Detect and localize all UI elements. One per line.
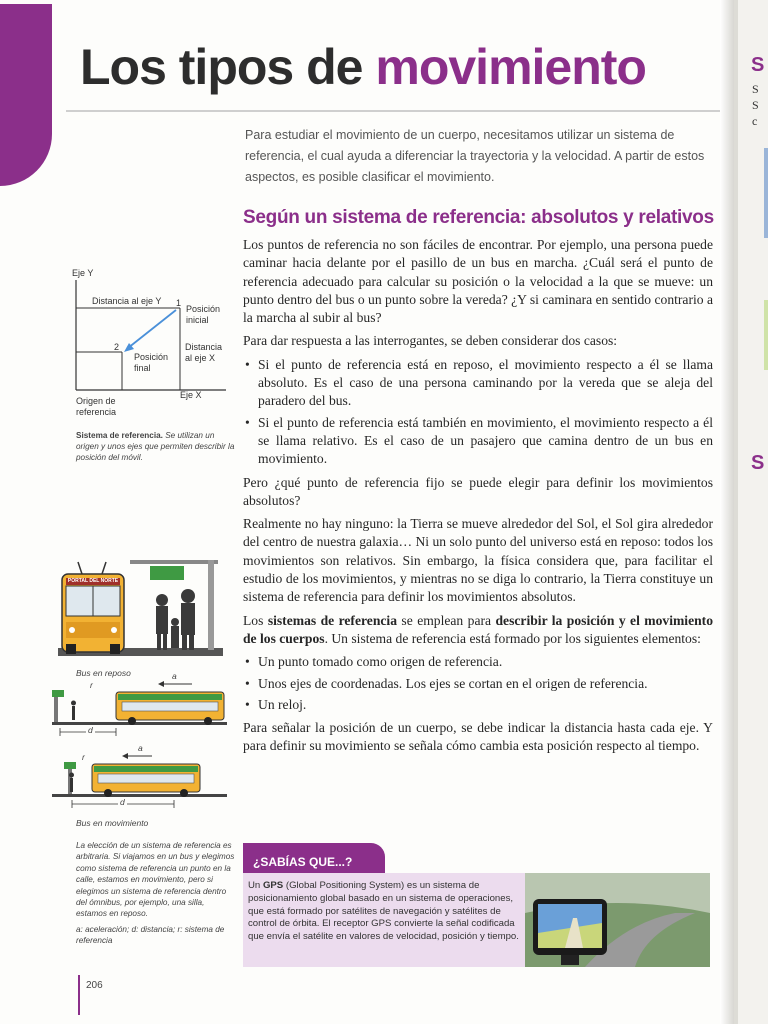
list-item: • Si el punto de referencia está también en movimiento, el movimiento respecto a él se llama relativo. Es el caso de un pasajero que camina dentro de un bus en movimiento. xyxy=(243,414,713,469)
vector-d-label: d xyxy=(88,725,93,735)
did-you-know-text xyxy=(248,880,520,944)
paragraph: Para dar respuesta a las interrogantes, se deben considerar dos casos: xyxy=(243,333,618,349)
paragraph: Realmente no hay ninguno: la Tierra se mueve alrededor del Sol, el Sol gira alrededor del centro de nuestra galaxia… Ni un solo punto del universo está en reposo: todos los movimientos son relativos. Sin embargo, la física considera que, para facilitar el estudio de los movimientos, y mientras no se diga lo contrario, la Tierra constituye un sistema de referencia para definir los movimientos absolutos. xyxy=(243,516,714,605)
intro-paragraph: Para estudiar el movimiento de un cuerpo, necesitamos utilizar un sistema de referencia, el cual ayuda a diferenciar la trayectoria y la velocidad. A partir de estos aspectos, es posible clasificar el movimiento. xyxy=(245,128,705,184)
edge-blue-band xyxy=(764,148,768,238)
bold-term: describir la posición y el movimiento de los cuerpos xyxy=(243,612,713,646)
elements-list xyxy=(243,653,713,714)
caption-text: Se utilizan un origen y unos ejes que permiten describir la posición del móvil. xyxy=(76,431,235,462)
origin-label: Origen de referencia xyxy=(76,396,117,417)
moving-bus-graphic xyxy=(52,748,227,808)
bus-resting-label: Bus en reposo xyxy=(76,668,131,678)
chapter-tab xyxy=(0,4,52,186)
title-part2: movimiento xyxy=(375,39,646,95)
vector-d-label: d xyxy=(120,797,125,807)
text-run: . Un sistema de referencia está formado por los siguientes elementos: xyxy=(324,630,701,646)
diagram-caption xyxy=(76,430,236,463)
axis-y-label: Eje Y xyxy=(72,268,94,278)
edge-green-band xyxy=(764,300,768,370)
edge-letter: S xyxy=(752,82,759,96)
caption-bold: Sistema de referencia. xyxy=(76,431,163,440)
bold-term: GPS xyxy=(262,880,284,891)
gps-device-photo xyxy=(525,873,710,967)
vector-r-label: r xyxy=(82,752,85,762)
list-item: • Unos ejes de coordenadas. Los ejes se cortan en el origen de referencia. xyxy=(243,675,713,693)
initial-position-label: Posición inicial xyxy=(186,304,221,325)
distance-y-label: Distancia al eje Y xyxy=(92,296,162,306)
paragraph xyxy=(243,612,713,649)
page-number: 206 xyxy=(86,980,103,991)
bus-destination-sign: PORTAL DEL NORTE xyxy=(67,578,119,584)
number-2: 2 xyxy=(114,342,120,352)
paragraph: Pero ¿qué punto de referencia fijo se puede elegir para definir los movimientos absolutos? xyxy=(243,474,713,508)
edge-letter: S xyxy=(751,452,765,474)
did-you-know-tab: ¿SABÍAS QUE...? xyxy=(243,843,385,873)
body-text xyxy=(243,236,713,761)
vector-r-label: r xyxy=(90,680,93,690)
page-number-bar xyxy=(78,975,80,1015)
bus-stop-graphic xyxy=(58,548,223,666)
section-heading: Según un sistema de referencia: absolutos y relativos xyxy=(243,207,714,228)
reference-system-diagram xyxy=(66,266,236,416)
moving-bus-illustration-2 xyxy=(52,743,227,808)
moving-bus-graphic xyxy=(52,676,227,736)
gps-graphic xyxy=(525,873,710,967)
edge-letter: S xyxy=(752,98,759,112)
axes-graphic xyxy=(66,266,236,416)
bus-stop-illustration xyxy=(58,548,223,666)
distance-x-label: Distancia al eje X xyxy=(185,342,223,363)
text-run: se emplean para xyxy=(397,612,496,628)
caption-legend: a: aceleración; d: distancia; r: sistema de referencia xyxy=(76,924,225,946)
number-1: 1 xyxy=(176,298,182,308)
paragraph: Los puntos de referencia no son fáciles de encontrar. Por ejemplo, una persona puede caminar hacia delante por el pasillo de un bus en marcha. ¿Cuál será el punto de referencia adecuado para calcular su posición o la velocidad a la que se mueve: un punto dentro del bus o un punto sobre la vereda? ¿Y si caminara en sentido contrario a la marcha al subir al bus? xyxy=(243,237,713,326)
paragraph: Para señalar la posición de un cuerpo, se debe indicar la distancia hasta cada eje. Y para definir su movimiento se señala cómo cambia esta posición respecto al tiempo. xyxy=(243,720,713,754)
page-fold-shadow xyxy=(720,0,734,1024)
axis-x-label: Eje X xyxy=(180,390,202,400)
vector-a-label: a xyxy=(172,671,177,681)
list-item: • Un reloj. xyxy=(243,696,713,714)
text-run: (Global Positioning System) es un sistema de posicionamiento global basado en un sistema de operaciones, que está formado por satélites de navegación y satélites de control de órbita. El receptor GPS convierte la señal codificada que envía el satélite en valores de velocidad, posición y tiempo. xyxy=(248,880,519,943)
list-item: • Un punto tomado como origen de referencia. xyxy=(243,653,713,671)
title-part1: Los tipos de xyxy=(80,39,363,95)
final-position-label: Posición final xyxy=(134,352,169,373)
vector-a-label: a xyxy=(138,743,143,753)
cases-list xyxy=(243,356,713,469)
list-item: • Si el punto de referencia está en reposo, el movimiento respecto a él se llama absoluto. Es el caso de una persona caminando por la vereda que se aleja del paradero del bus. xyxy=(243,356,713,411)
edge-letter: S xyxy=(751,54,765,76)
next-page-edge xyxy=(734,0,768,1024)
bold-term: sistemas de referencia xyxy=(267,612,397,628)
bus-caption xyxy=(76,840,236,947)
caption-text: La elección de un sistema de referencia es arbitraria. Si viajamos en un bus y elegimos como sistema de referencia un punto en la calle, estamos en movimiento, pero si elegimos un sistema de referencia dentro del ómnibus, por ejemplo, una silla, estamos en reposo. xyxy=(76,841,235,919)
bus-moving-label: Bus en movimiento xyxy=(76,818,149,828)
title-rule xyxy=(66,110,721,112)
text-run: Los xyxy=(243,612,268,628)
edge-letter: c xyxy=(752,114,758,128)
text-run: Un xyxy=(248,880,263,891)
page-title xyxy=(80,38,646,96)
